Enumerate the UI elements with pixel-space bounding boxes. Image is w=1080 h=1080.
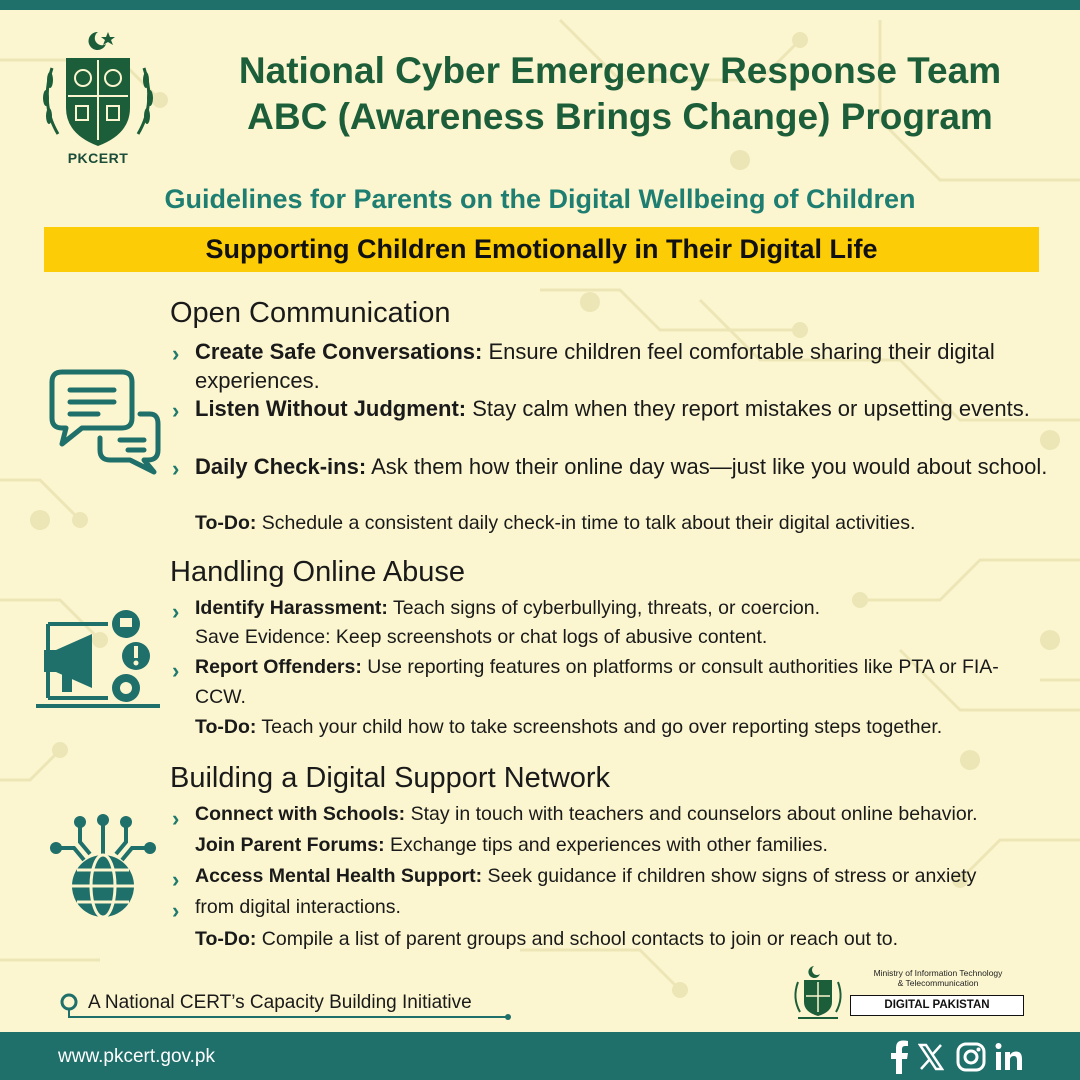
title-line-2: ABC (Awareness Brings Change) Program [247,96,993,137]
ministry-line-2: & Telecommunication [897,978,979,988]
list-item: Identify Harassment: Teach signs of cyberbullying, threats, or coercion. [195,597,821,619]
bullet-icon: › [172,599,180,624]
instagram-icon[interactable] [956,1040,986,1074]
megaphone-alert-icon [34,606,162,710]
ministry-line-1: Ministry of Information Technology [873,968,1003,978]
digital-pakistan-label: DIGITAL PAKISTAN [850,995,1024,1016]
page-title [170,48,1070,140]
bullet-icon: › [172,658,180,683]
list-item: Join Parent Forums: Exchange tips and experiences with other families. [195,834,828,856]
facebook-icon[interactable] [890,1040,910,1074]
initiative-text: A National CERT’s Capacity Building Initiative [88,992,472,1013]
banner-text: Supporting Children Emotionally in Their Digital Life [205,234,878,264]
top-accent-bar [0,0,1080,10]
x-icon[interactable] [918,1040,944,1074]
list-item: Create Safe Conversations: Ensure children feel comfortable sharing their digital experiences. [195,339,995,393]
bullet-icon: › [172,806,180,831]
list-item: Connect with Schools: Stay in touch with teachers and counselors about online behavior. [195,803,978,825]
list-item: Access Mental Health Support: Seek guidance if children show signs of stress or anxiety [195,865,977,887]
list-item: Listen Without Judgment: Stay calm when they report mistakes or upsetting events. [195,396,1030,421]
bullet-icon: › [172,341,180,366]
website-link[interactable]: www.pkcert.gov.pk [58,1046,215,1067]
section-title-handling-online-abuse: Handling Online Abuse [170,556,466,588]
list-item: Report Offenders: Use reporting features on platforms or consult authorities like PTA or FIA- CCW. [195,656,999,708]
network-globe-icon [50,812,156,922]
todo-item: To-Do: Schedule a consistent daily check-in time to talk about their digital activities. [195,512,916,534]
list-item: from digital interactions. [195,896,401,918]
bullet-icon: › [172,456,180,481]
bullet-icon: › [172,398,180,423]
todo-item: To-Do: Compile a list of parent groups and school contacts to join or reach out to. [195,928,899,950]
list-item: Save Evidence: Keep screenshots or chat logs of abusive content. [195,626,768,648]
title-line-1: National Cyber Emergency Response Team [238,50,1002,91]
ministry-name [850,968,1026,988]
page-subtitle: Guidelines for Parents on the Digital Wellbeing of Children [164,184,916,214]
section-title-open-communication: Open Communication [170,297,451,329]
linkedin-icon[interactable] [994,1040,1024,1074]
logo-text: PKCERT [67,150,129,166]
todo-item: To-Do: Teach your child how to take screenshots and go over reporting steps together. [195,716,943,738]
initiative-tagline [58,988,518,1022]
section-title-digital-support-network: Building a Digital Support Network [170,762,611,794]
government-emblem-icon [790,962,846,1022]
bullet-icon: › [172,867,180,892]
topic-banner [44,227,1039,272]
bullet-icon: › [172,898,180,923]
chat-bubbles-icon [48,368,164,476]
list-item: Daily Check-ins: Ask them how their online day was—just like you would about school. [195,454,1048,479]
